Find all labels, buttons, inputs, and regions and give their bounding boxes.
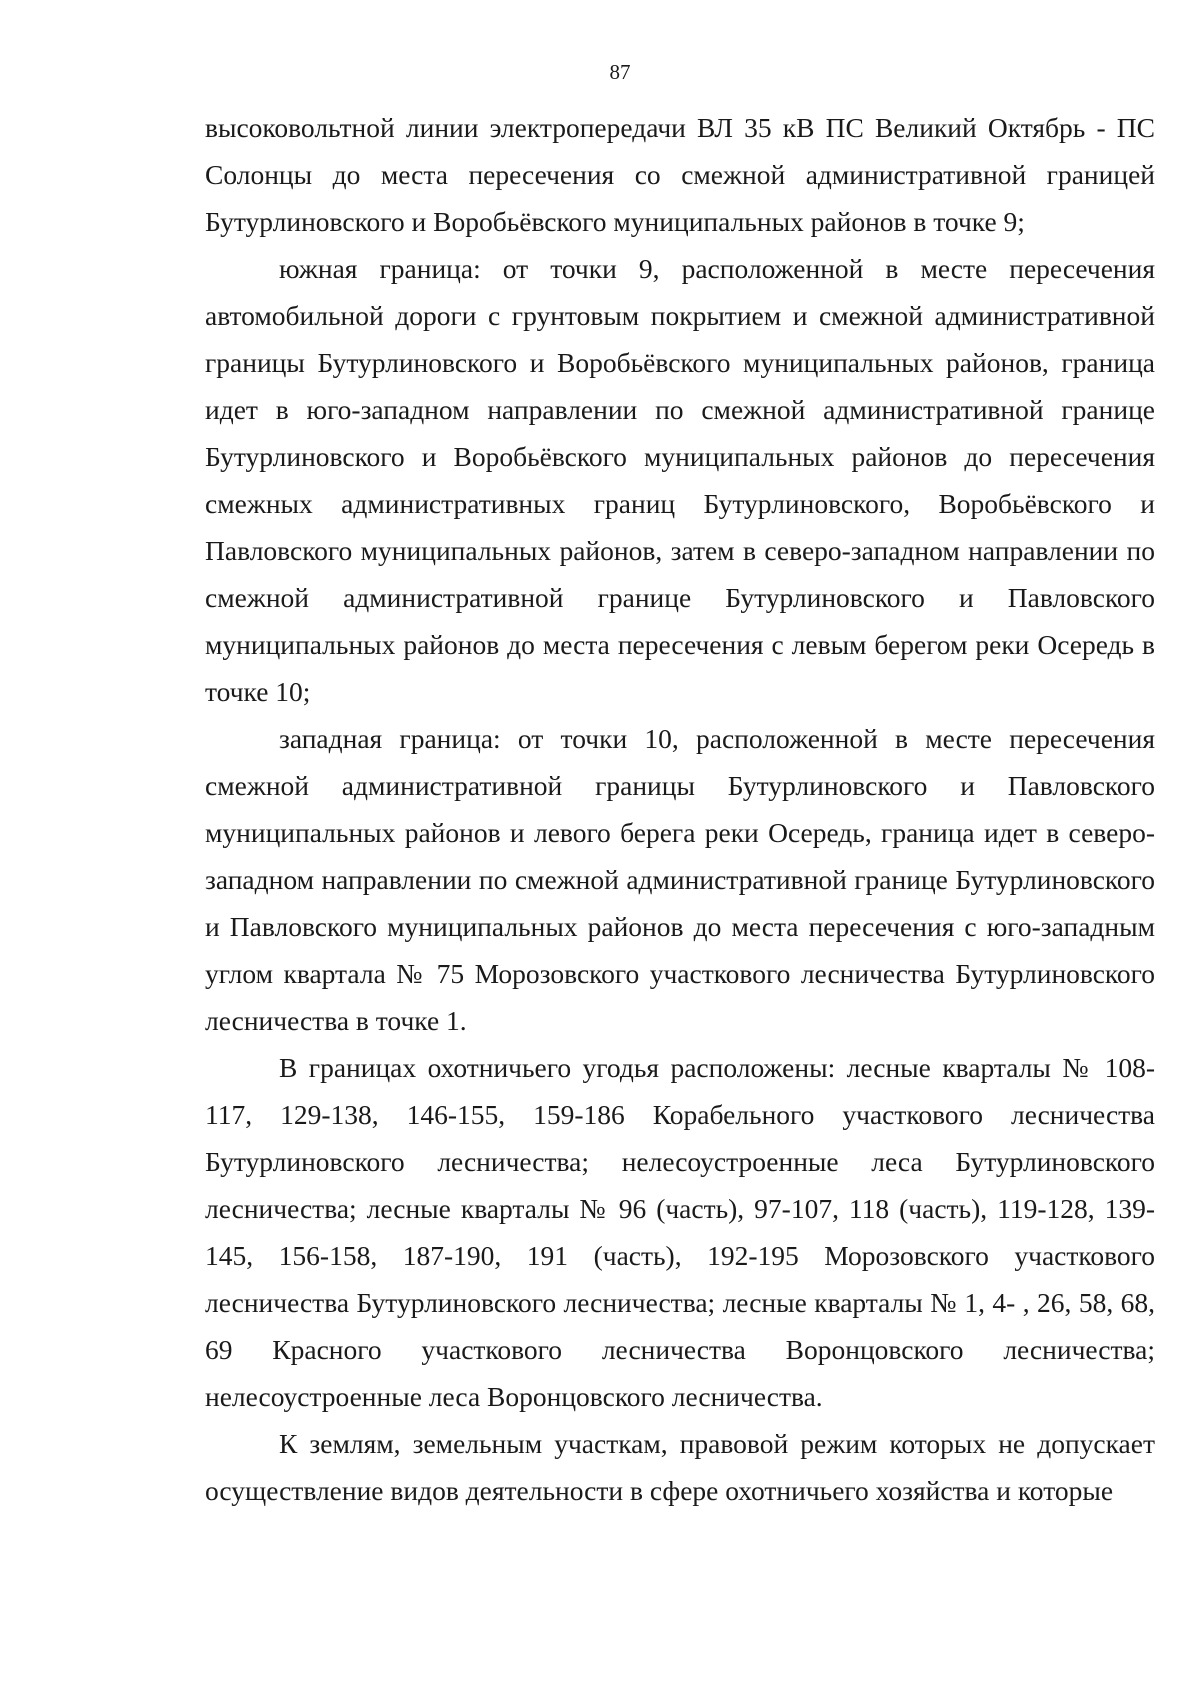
page-number: 87	[609, 60, 631, 84]
paragraph-forest-quarters: В границах охотничьего угодья расположены: лесные кварталы № 108-117, 129-138, 146-155, 159-186 Корабельного участкового лесничества Бутурлиновского лесничества; нелесоустроенные леса Бутурлиновского лесничества; лесные кварталы № 96 (часть), 97-107, 118 (часть), 119-128, 139-145, 156-158, 187-190, 191 (часть), 192-195 Морозовского участкового лесничества Бутурлиновского лесничества; лесные кварталы № 1, 4- , 26, 58, 68, 69 Красного участкового лесничества Воронцовского лесничества; нелесоустроенные леса Воронцовского лесничества.	[205, 1052, 1155, 1412]
paragraph-southern-boundary: южная граница: от точки 9, расположенной в месте пересечения автомобильной дороги с грунтовым покрытием и смежной административной границы Бутурлиновского и Воробьёвского муниципальных районов, граница идет в юго-западном направлении по смежной административной границе Бутурлиновского и Воробьёвского муниципальных районов до пересечения смежных административных границ Бутурлиновского, Воробьёвского и Павловского муниципальных районов, затем в северо-западном направлении по смежной административной границе Бутурлиновского и Павловского муниципальных районов до места пересечения с левым берегом реки Осередь в точке 10;	[205, 253, 1155, 707]
paragraph-continuation: высоковольтной линии электропередачи ВЛ 35 кВ ПС Великий Октябрь - ПС Солонцы до места пересечения со смежной административной границей Бутурлиновского и Воробьёвского муниципальных районов в точке 9;	[205, 112, 1155, 237]
paragraph-western-boundary: западная граница: от точки 10, расположенной в месте пересечения смежной административной границы Бутурлиновского и Павловского муниципальных районов и левого берега реки Осередь, граница идет в северо-западном направлении по смежной административной границе Бутурлиновского и Павловского муниципальных районов до места пересечения с юго-западным углом квартала № 75 Морозовского участкового лесничества Бутурлиновского лесничества в точке 1.	[205, 723, 1155, 1036]
paragraph-land-restrictions: К землям, земельным участкам, правовой режим которых не допускает осуществление видов деятельности в сфере охотничьего хозяйства и которые	[205, 1428, 1155, 1506]
document-body	[205, 104, 1155, 1514]
